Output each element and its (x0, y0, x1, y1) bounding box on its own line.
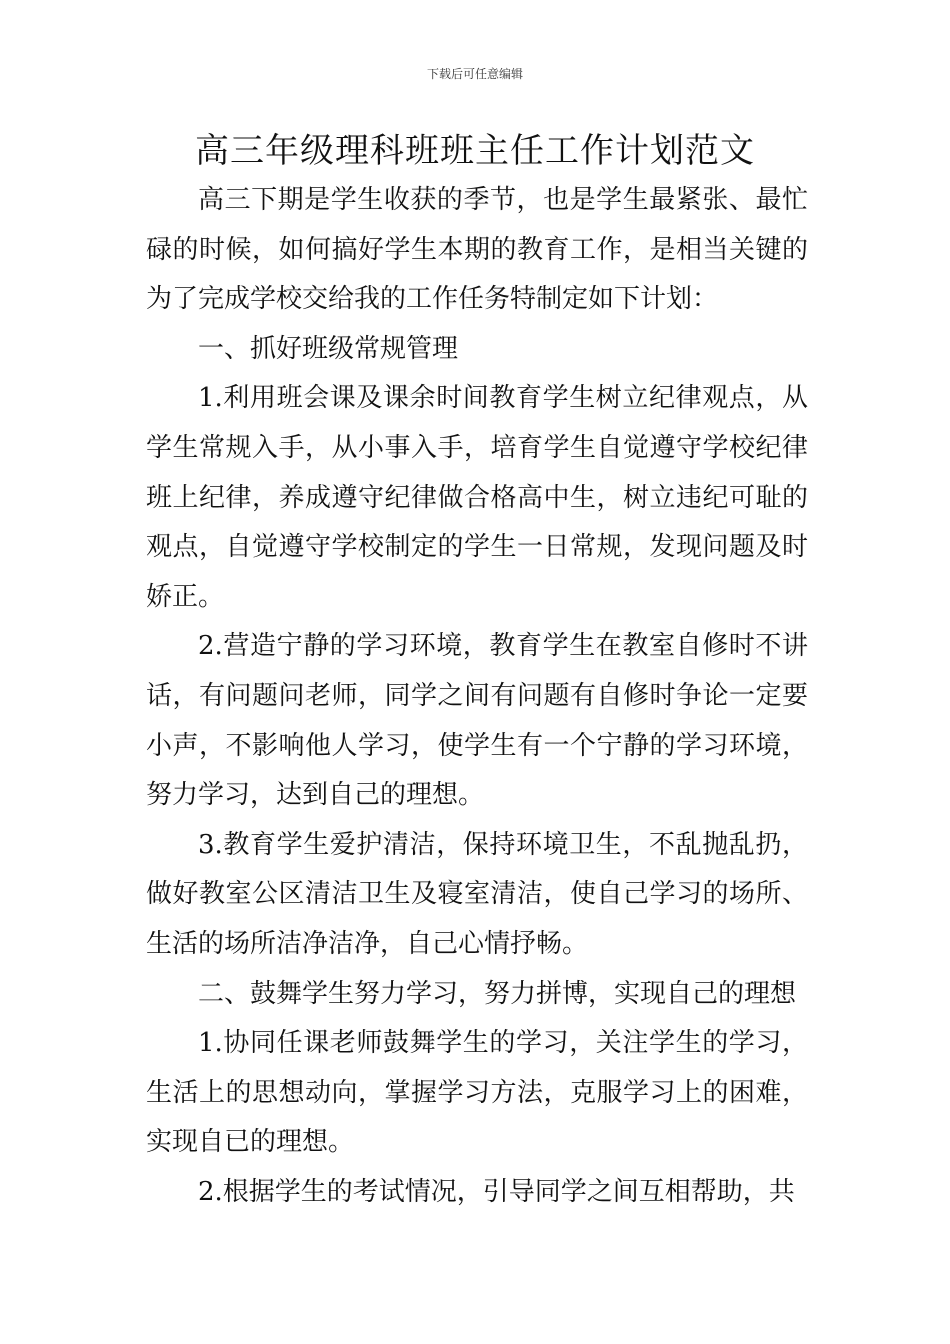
paragraph-2-2: 2.根据学生的考试情况，引导同学之间互相帮助，共 (198, 1176, 795, 1207)
section-heading-1: 一、抓好班级常规管理 (198, 333, 459, 364)
document-body (146, 176, 808, 1217)
document-title: 高三年级理科班班主任工作计划范文 (195, 131, 755, 171)
paragraph-intro: 高三下期是学生收获的季节，也是学生最紧张、最忙碌的时候，如何搞好学生本期的教育工作，是相当关键的为了完成学校交给我的工作任务特制定如下计划： (146, 185, 808, 315)
paragraph-1-2: 2.营造宁静的学习环境，教育学生在教室自修时不讲话，有问题问老师，同学之间有问题有自修时争论一定要小声，不影响他人学习，使学生有一个宁静的学习环境，努力学习，达到自己的理想。 (146, 631, 808, 811)
paragraph-2-1: 1.协同任课老师鼓舞学生的学习，关注学生的学习，生活上的思想动向，掌握学习方法，克服学习上的困难，实现自已的理想。 (146, 1028, 808, 1158)
paragraph-1-3: 3.教育学生爱护清洁，保持环境卫生，不乱抛乱扔，做好教室公区清洁卫生及寝室清洁，使自己学习的场所、生活的场所洁净洁净，自己心情抒畅。 (146, 829, 808, 959)
section-heading-2: 二、鼓舞学生努力学习，努力拼博，实现自己的理想 (198, 978, 797, 1009)
header-note: 下载后可任意编辑 (426, 67, 523, 81)
paragraph-1-1: 1.利用班会课及课余时间教育学生树立纪律观点，从学生常规入手，从小事入手，培育学生自觉遵守学校纪律班上纪律，养成遵守纪律做合格高中生，树立违纪可耻的观点，自觉遵守学校制定的学生一日常规，发现问题及时娇正。 (146, 383, 808, 612)
